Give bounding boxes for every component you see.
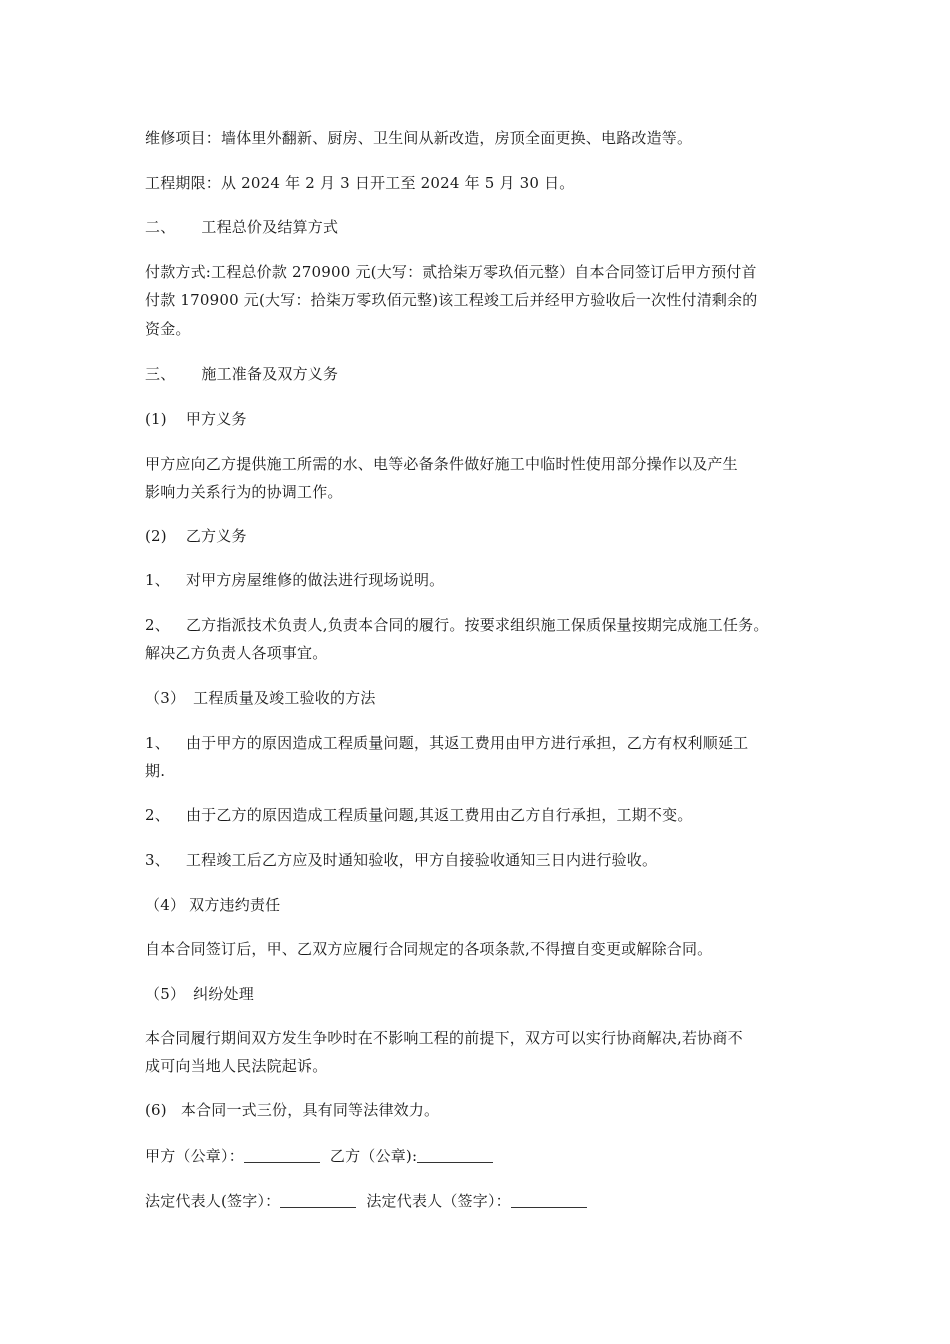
item-title: 乙方义务 (185, 527, 247, 545)
item-title: 纠纷处理 (193, 985, 254, 1003)
project-period-line: 工程期限：从 2024 年 2 月 3 日开工至 2024 年 5 月 30 日。 (145, 174, 575, 192)
breach-text: 自本合同签订后，甲、乙双方应履行合同规定的各项条款,不得擅自变更或解除合同。 (145, 940, 713, 958)
quality-item-3 (145, 848, 657, 872)
party-b-duty-item-2 (145, 613, 769, 637)
item-number: 2、 (145, 616, 170, 634)
item-number: (1) (145, 410, 167, 428)
item-number: （5） (145, 985, 186, 1003)
repair-items-line: 维修项目：墙体里外翻新、厨房、卫生间从新改造，房顶全面更换、电路改造等。 (145, 129, 693, 147)
section-number: 三、 (145, 365, 176, 383)
dispute-line-2: 成可向当地人民法院起诉。 (145, 1057, 328, 1075)
party-a-duty-heading (145, 407, 247, 431)
party-b-seal-blank[interactable] (417, 1148, 493, 1163)
section-title: 施工准备及双方义务 (201, 365, 339, 383)
item-number: 1、 (145, 734, 170, 752)
party-a-rep-label: 法定代表人(签字）： (145, 1192, 281, 1210)
item-title: 工程质量及竣工验收的方法 (193, 689, 376, 707)
quality-item-1 (145, 731, 748, 755)
party-b-duty-heading (145, 524, 247, 548)
quality-acceptance-heading (145, 686, 376, 710)
item-number: （4） (145, 896, 186, 914)
party-b-duty-item-2-cont: 解决乙方负责人各项事宜。 (145, 644, 328, 662)
item-text: 对甲方房屋维修的做法进行现场说明。 (185, 571, 445, 589)
item-title: 双方违约责任 (189, 896, 281, 914)
item-number: (2) (145, 527, 167, 545)
copies-line (145, 1098, 439, 1122)
dispute-line-1: 本合同履行期间双方发生争吵时在不影响工程的前提下，双方可以实行协商解决,若协商不 (145, 1029, 743, 1047)
payment-line-2: 付款 170900 元(大写：拾柒万零玖佰元整)该工程竣工后并经甲方验收后一次性付清剩余的 (145, 291, 758, 309)
item-number: 1、 (145, 571, 170, 589)
quality-item-2 (145, 803, 693, 827)
item-number: 3、 (145, 851, 170, 869)
party-a-seal-blank[interactable] (244, 1148, 320, 1163)
item-number: 2、 (145, 806, 170, 824)
seal-line (145, 1144, 493, 1168)
party-a-rep-blank[interactable] (280, 1193, 356, 1208)
dispute-heading (145, 982, 254, 1006)
breach-heading (145, 893, 280, 917)
party-b-duty-item-1 (145, 568, 444, 592)
payment-line-1: 付款方式:工程总价款 270900 元(大写：贰拾柒万零玖佰元整）自本合同签订后甲方预付首 (145, 263, 757, 281)
item-number: (6) (145, 1101, 167, 1119)
item-text: 乙方指派技术负责人,负责本合同的履行。按要求组织施工保质保量按期完成施工任务。 (185, 616, 769, 634)
section-number: 二、 (145, 218, 176, 236)
item-text: 工程竣工后乙方应及时通知验收，甲方自接验收通知三日内进行验收。 (185, 851, 658, 869)
payment-line-3: 资金。 (145, 320, 191, 338)
item-text: 由于甲方的原因造成工程质量问题，其返工费用由甲方进行承担，乙方有权利顺延工 (185, 734, 749, 752)
item-number: （3） (145, 689, 186, 707)
item-text: 由于乙方的原因造成工程质量问题,其返工费用由乙方自行承担，工期不变。 (185, 806, 693, 824)
party-a-duty-line-1: 甲方应向乙方提供施工所需的水、电等必备条件做好施工中临时性使用部分操作以及产生 (145, 455, 738, 473)
party-b-rep-blank[interactable] (511, 1193, 587, 1208)
item-text: 本合同一式三份，具有同等法律效力。 (180, 1101, 440, 1119)
item-title: 甲方义务 (185, 410, 247, 428)
quality-item-1-cont: 期. (145, 762, 166, 780)
party-a-seal-label: 甲方（公章）： (145, 1147, 244, 1165)
party-a-duty-line-2: 影响力关系行为的协调工作。 (145, 483, 343, 501)
section-title: 工程总价及结算方式 (201, 218, 339, 236)
party-b-rep-label: 法定代表人（签字）： (366, 1192, 511, 1210)
section-two-heading (145, 215, 338, 239)
party-b-seal-label: 乙方（公章): (329, 1147, 418, 1165)
section-three-heading (145, 362, 338, 386)
representative-line (145, 1189, 587, 1213)
